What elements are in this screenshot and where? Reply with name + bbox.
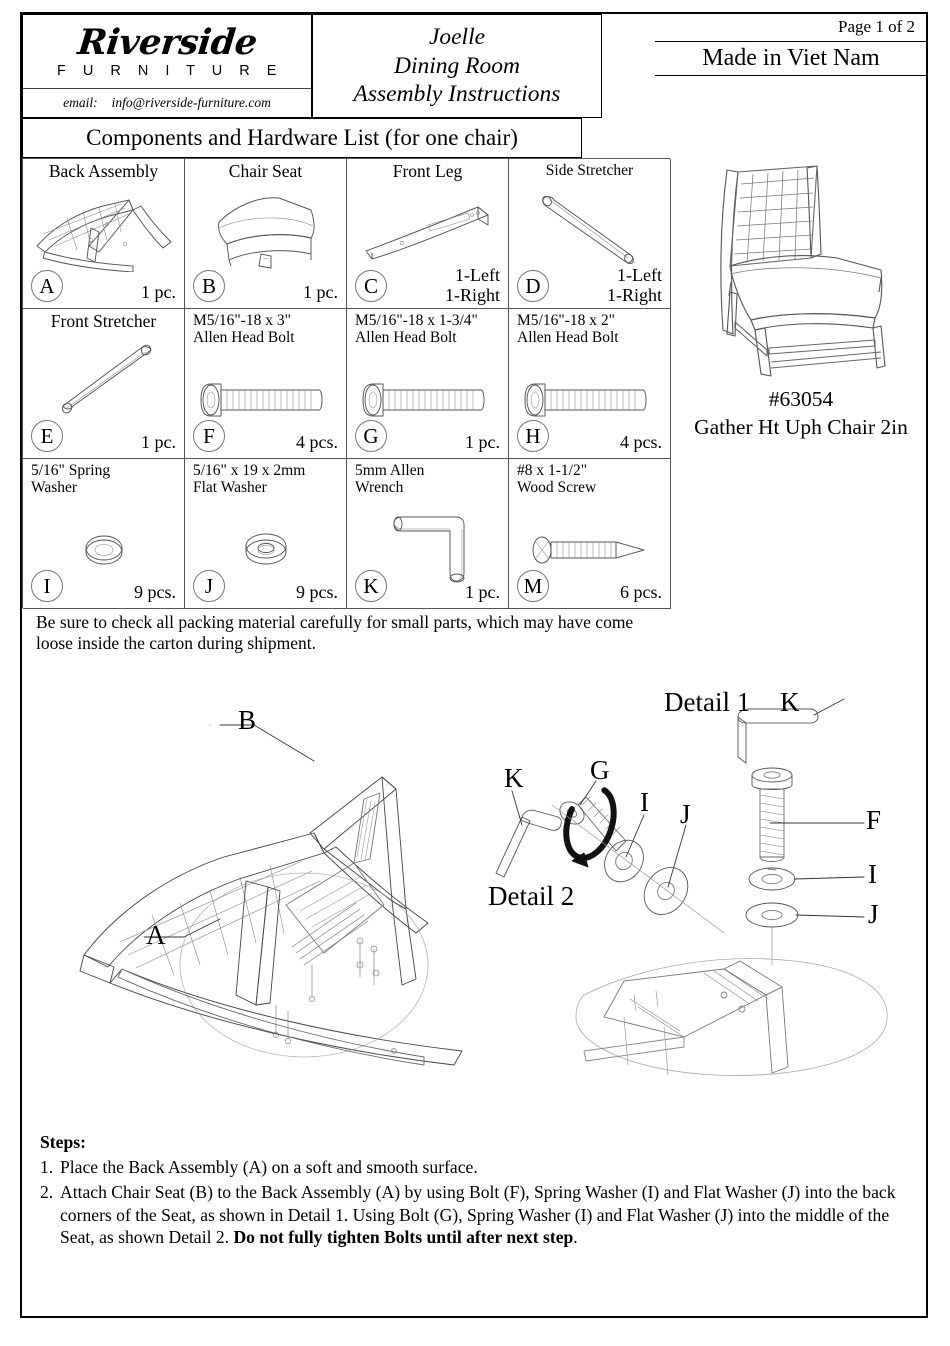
- parts-table: [22, 158, 670, 608]
- step-text-2: Attach Chair Seat (B) to the Back Assembly (A) by using Bolt (F), Spring Washer (I) and Flat Washer (J) into the back corners of the Seat, as shown in Detail 1. Using Bolt (G), Spring Washer (I) and Flat Washer (J) into the middle of the Seat, as shown Detail 2. Do not fully tighten Bolts until after next step.: [60, 1181, 896, 1248]
- part-letter-badge-g: G: [355, 420, 387, 452]
- part-letter-badge-a: A: [31, 270, 63, 302]
- diagram-label-seat: B: [238, 705, 257, 735]
- part-letter-badge-h: H: [517, 420, 549, 452]
- steps-section: [40, 1131, 900, 1249]
- diagram-detail2-wrench: K: [504, 763, 524, 793]
- part-cell-d: [509, 159, 671, 309]
- part-cell-b: [185, 159, 347, 309]
- product-model-number: #63054: [768, 387, 834, 411]
- brand-logo-box: [22, 14, 312, 118]
- side-stretcher-icon: [509, 187, 670, 273]
- part-cell-i: [23, 459, 185, 609]
- product-chair-illustration: [680, 160, 925, 385]
- part-name-m: #8 x 1-1/2" Wood Screw: [517, 462, 597, 497]
- title-collection: Joelle: [428, 23, 486, 50]
- part-cell-a: [23, 159, 185, 309]
- part-name-h: M5/16"-18 x 2" Allen Head Bolt: [517, 312, 619, 347]
- assembly-diagram-svg: [24, 665, 926, 1125]
- part-cell-e: [23, 309, 185, 459]
- part-letter-badge-e: E: [31, 420, 63, 452]
- part-cell-f: [185, 309, 347, 459]
- brand-email: [23, 88, 311, 117]
- steps-list: [40, 1156, 900, 1249]
- part-name-f: M5/16"-18 x 3" Allen Head Bolt: [193, 312, 295, 347]
- document-title-box: [312, 14, 602, 118]
- part-qty-d: 1-Left 1-Right: [606, 265, 662, 305]
- front-leg-icon: [347, 187, 508, 273]
- part-cell-h: [509, 309, 671, 459]
- part-qty-f: 4 pcs.: [296, 431, 338, 452]
- title-category: Dining Room: [394, 52, 520, 79]
- part-qty-h: 4 pcs.: [620, 431, 662, 452]
- diagram-label-back-assembly: A: [146, 920, 166, 950]
- part-cell-g: [347, 309, 509, 459]
- part-letter-badge-j: J: [193, 570, 225, 602]
- part-cell-c: [347, 159, 509, 309]
- step-text-1: Place the Back Assembly (A) on a soft and smooth surface.: [60, 1156, 478, 1177]
- part-name-b: Chair Seat: [228, 161, 303, 181]
- diagram-detail2-flat: J: [680, 799, 691, 829]
- part-cell-k: [347, 459, 509, 609]
- product-model-name: Gather Ht Uph Chair 2in: [694, 414, 908, 439]
- part-name-a: Back Assembly: [48, 161, 159, 181]
- brand-name: Riverside: [75, 21, 259, 63]
- part-name-c: Front Leg: [392, 161, 463, 181]
- part-qty-j: 9 pcs.: [296, 581, 338, 602]
- part-cell-m: [509, 459, 671, 609]
- part-name-i: 5/16" Spring Washer: [31, 462, 111, 497]
- diagram-detail1-title: Detail 1: [664, 687, 751, 717]
- part-name-d: Side Stretcher: [545, 162, 634, 179]
- steps-heading: Steps:: [40, 1132, 86, 1152]
- part-name-j: 5/16" x 19 x 2mm Flat Washer: [193, 462, 306, 497]
- front-stretcher-icon: [23, 337, 184, 423]
- diagram-detail2-spring: I: [640, 787, 649, 817]
- diagram-detail1-bolt: F: [866, 805, 882, 835]
- back-assembly-icon: [23, 187, 184, 273]
- part-letter-badge-k: K: [355, 570, 387, 602]
- part-name-g: M5/16"-18 x 1-3/4" Allen Head Bolt: [355, 312, 478, 347]
- part-qty-g: 1 pc.: [465, 431, 500, 452]
- part-letter-badge-i: I: [31, 570, 63, 602]
- step-number-2: 2.: [40, 1181, 54, 1202]
- packing-note: Be sure to check all packing material carefully for small parts, which may have come loose inside the carton during shipment.: [36, 612, 634, 654]
- part-qty-a: 1 pc.: [141, 281, 176, 302]
- part-letter-badge-f: F: [193, 420, 225, 452]
- chair-seat-icon: [185, 187, 346, 273]
- part-qty-m: 6 pcs.: [620, 581, 662, 602]
- diagram-detail2-title: Detail 2: [488, 881, 575, 911]
- brand-logo: [23, 15, 311, 89]
- step-item-1: [40, 1156, 900, 1179]
- title-doctype: Assembly Instructions: [353, 81, 561, 108]
- page-number: Page 1 of 2: [655, 14, 927, 42]
- part-name-k: 5mm Allen Wrench: [355, 462, 425, 497]
- diagram-detail2-bolt: G: [590, 755, 610, 785]
- part-letter-badge-c: C: [355, 270, 387, 302]
- part-letter-badge-d: D: [517, 270, 549, 302]
- step-number-1: 1.: [40, 1156, 54, 1177]
- part-name-e: Front Stretcher: [50, 311, 157, 331]
- step-item-2: [40, 1181, 900, 1250]
- assembly-diagram: [24, 665, 926, 1125]
- email-address: info@riverside-furniture.com: [111, 94, 271, 110]
- part-qty-b: 1 pc.: [303, 281, 338, 302]
- email-label: email:: [63, 94, 98, 110]
- step-emphasis-2: Do not fully tighten Bolts until after next step: [233, 1227, 574, 1248]
- product-info: [672, 386, 930, 442]
- components-section-title: Components and Hardware List (for one chair): [22, 118, 582, 158]
- part-qty-c: 1-Left 1-Right: [444, 265, 500, 305]
- part-qty-i: 9 pcs.: [134, 581, 176, 602]
- brand-subtitle: F U R N I T U R E: [57, 62, 283, 79]
- part-cell-j: [185, 459, 347, 609]
- part-letter-badge-m: M: [517, 570, 549, 602]
- made-in-label: Made in Viet Nam: [655, 42, 927, 76]
- diagram-detail1-wrench: K: [780, 687, 800, 717]
- part-qty-e: 1 pc.: [141, 431, 176, 452]
- diagram-detail1-spring: I: [868, 859, 877, 889]
- diagram-detail1-flat: J: [868, 899, 879, 929]
- part-letter-badge-b: B: [193, 270, 225, 302]
- part-qty-k: 1 pc.: [465, 581, 500, 602]
